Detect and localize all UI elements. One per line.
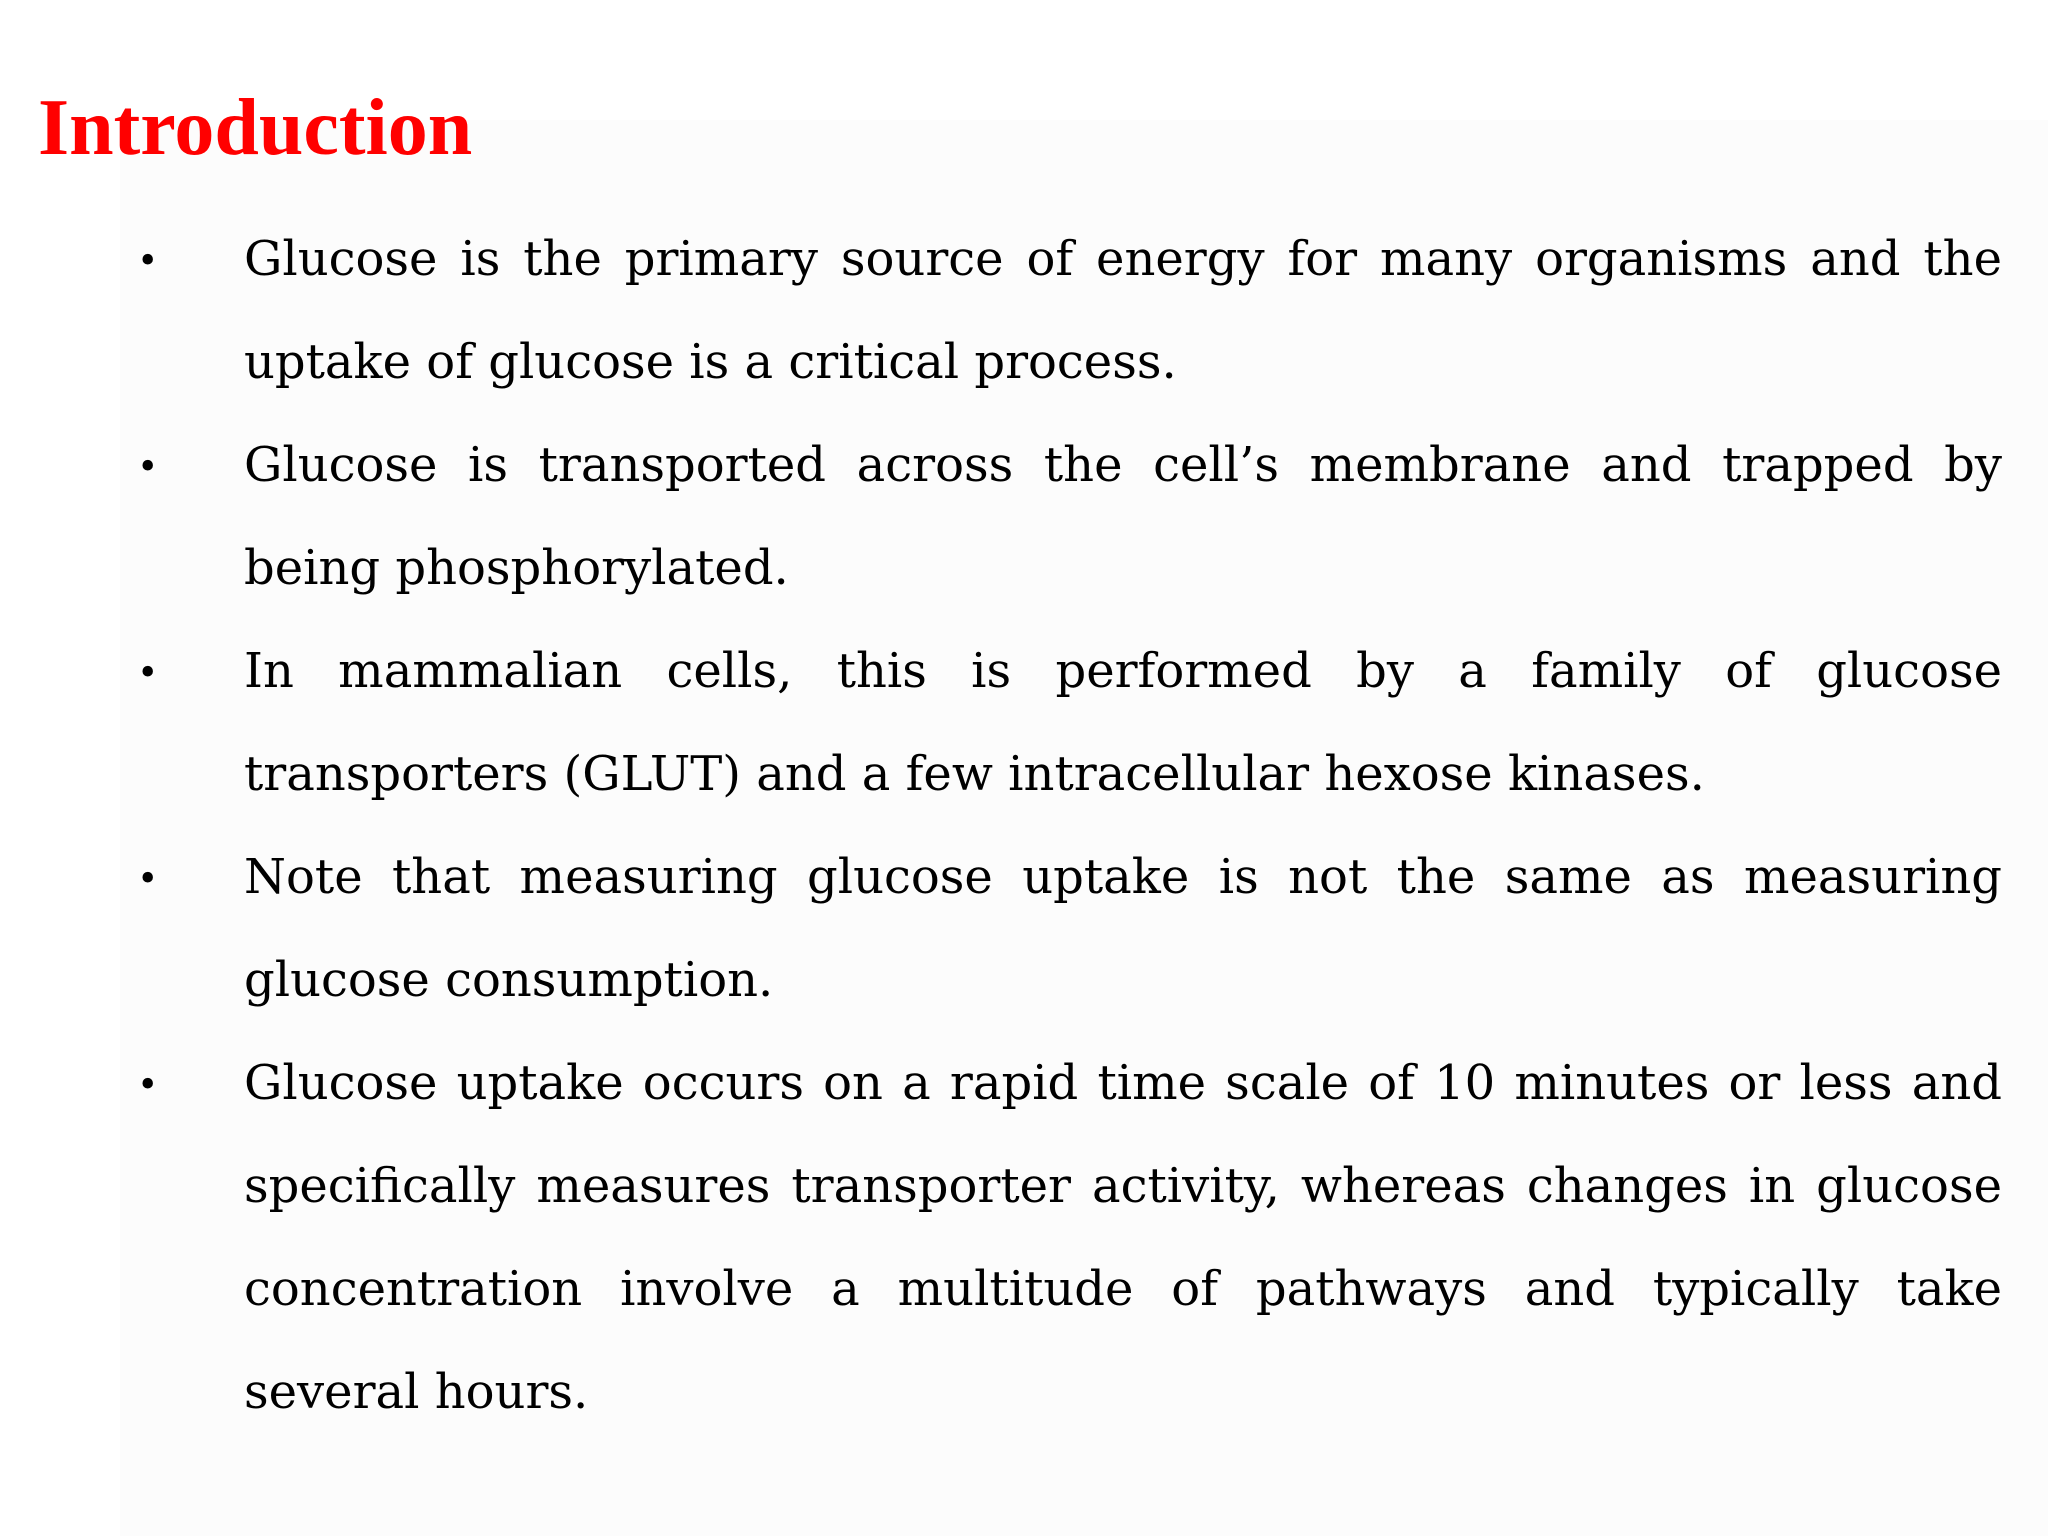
bullet-item [0,826,2048,1032]
bullet-item [0,620,2048,826]
bullet-marker: • [140,441,156,490]
bullet-text: Glucose uptake occurs on a rapid time scale of 10 minutes or less and specifically measures transporter activity, whereas changes in glucose concentration involve a multitude of pathways and typically take several hours. [244,1055,2002,1420]
bullet-text: In mammalian cells, this is performed by a family of glucose transporters (GLUT) and a few intracellular hexose kinases. [244,643,2002,802]
bullet-text: Note that measuring glucose uptake is not the same as measuring glucose consumption. [244,849,2002,1008]
bullet-marker: • [140,853,156,902]
bullet-item [0,1032,2048,1444]
bullet-item [0,414,2048,620]
bullet-marker: • [140,1059,156,1108]
bullet-marker: • [140,235,156,284]
bullet-text: Glucose is the primary source of energy for many organisms and the uptake of glucose is a critical process. [244,231,2002,390]
slide-title: Introduction [38,84,473,172]
bullet-list [0,208,2048,1444]
bullet-marker: • [140,647,156,696]
bullet-item [0,208,2048,414]
bullet-text: Glucose is transported across the cell’s membrane and trapped by being phosphorylated. [244,437,2002,596]
